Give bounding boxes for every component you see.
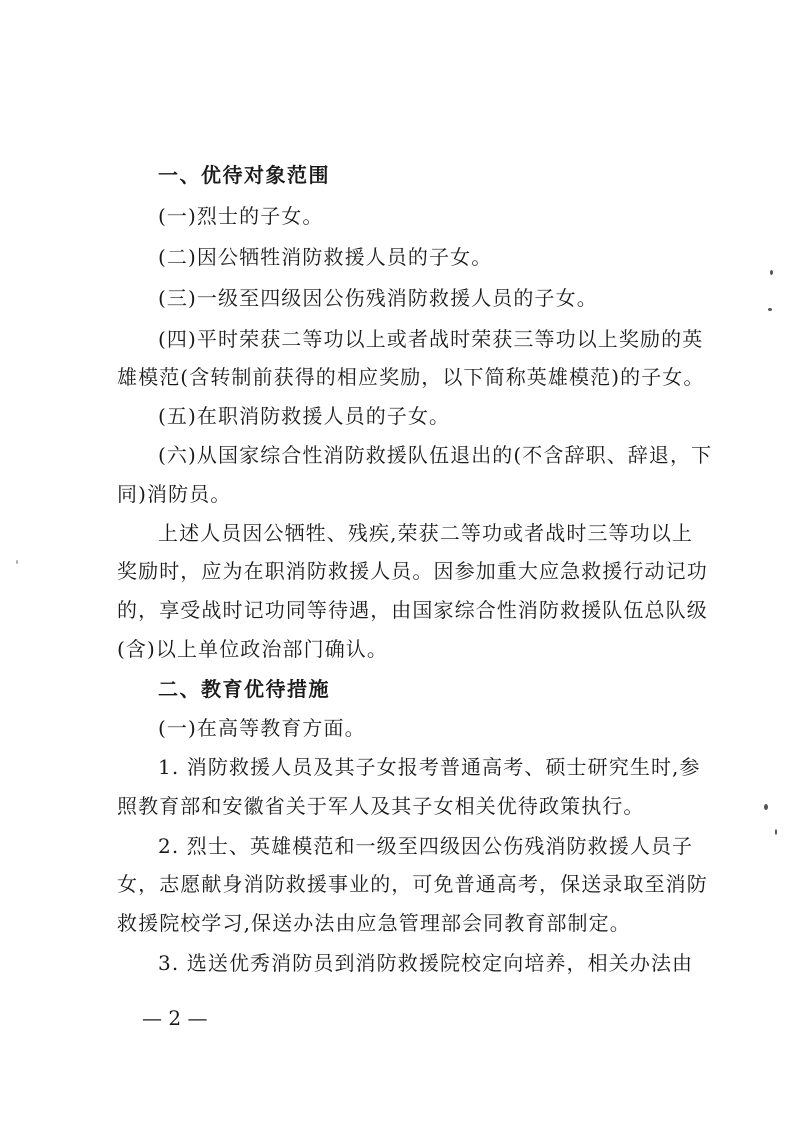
- paragraph-line: 同)消防员。: [117, 482, 232, 506]
- paragraph-line: (含)以上单位政治部门确认。: [117, 637, 389, 661]
- paragraph-line: (一)烈士的子女。: [158, 204, 324, 228]
- scan-speck: [16, 560, 18, 564]
- paragraph-line: 上述人员因公牺牲、残疾,荣获二等功或者战时三等功以上: [158, 521, 693, 545]
- paragraph-line: 1. 消防救援人员及其子女报考普通高考、硕士研究生时,参: [158, 755, 701, 779]
- paragraph-line: 3. 选送优秀消防员到消防救援院校定向培养，相关办法由: [158, 951, 694, 975]
- paragraph-line: (六)从国家综合性消防救援队伍退出的(不含辞职、辞退，下: [158, 443, 713, 467]
- scan-speck: [768, 308, 772, 311]
- scan-speck: [770, 270, 773, 275]
- section-heading-2: 二、教育优待措施: [158, 677, 330, 701]
- paragraph-line: (四)平时荣获二等功以上或者战时荣获三等功以上奖励的英: [158, 327, 704, 351]
- paragraph-line: 奖励时，应为在职消防救援人员。因参加重大应急救援行动记功: [117, 559, 708, 583]
- section-heading-1: 一、优待对象范围: [158, 163, 330, 187]
- paragraph-line: 的，享受战时记功同等待遇，由国家综合性消防救援队伍总队级: [117, 598, 708, 622]
- paragraph-line: 雄模范(含转制前获得的相应奖励，以下简称英雄模范)的子女。: [117, 365, 705, 389]
- scan-speck: [764, 804, 768, 810]
- paragraph-line: 2. 烈士、英雄模范和一级至四级因公伤残消防救援人员子: [158, 834, 694, 858]
- paragraph-line: (二)因公牺牲消防救援人员的子女。: [158, 245, 493, 269]
- paragraph-line: (五)在职消防救援人员的子女。: [158, 404, 451, 428]
- paragraph-line: 救援院校学习,保送办法由应急管理部会同教育部制定。: [117, 911, 631, 935]
- paragraph-line: 女，志愿献身消防救援事业的，可免普通高考，保送录取至消防: [117, 872, 708, 896]
- paragraph-line: (一)在高等教育方面。: [158, 716, 366, 740]
- paragraph-line: 照教育部和安徽省关于军人及其子女相关优待政策执行。: [117, 794, 645, 818]
- page-number: — 2 —: [142, 1006, 208, 1030]
- paragraph-line: (三)一级至四级因公伤残消防救援人员的子女。: [158, 286, 598, 310]
- scan-speck: [775, 829, 777, 835]
